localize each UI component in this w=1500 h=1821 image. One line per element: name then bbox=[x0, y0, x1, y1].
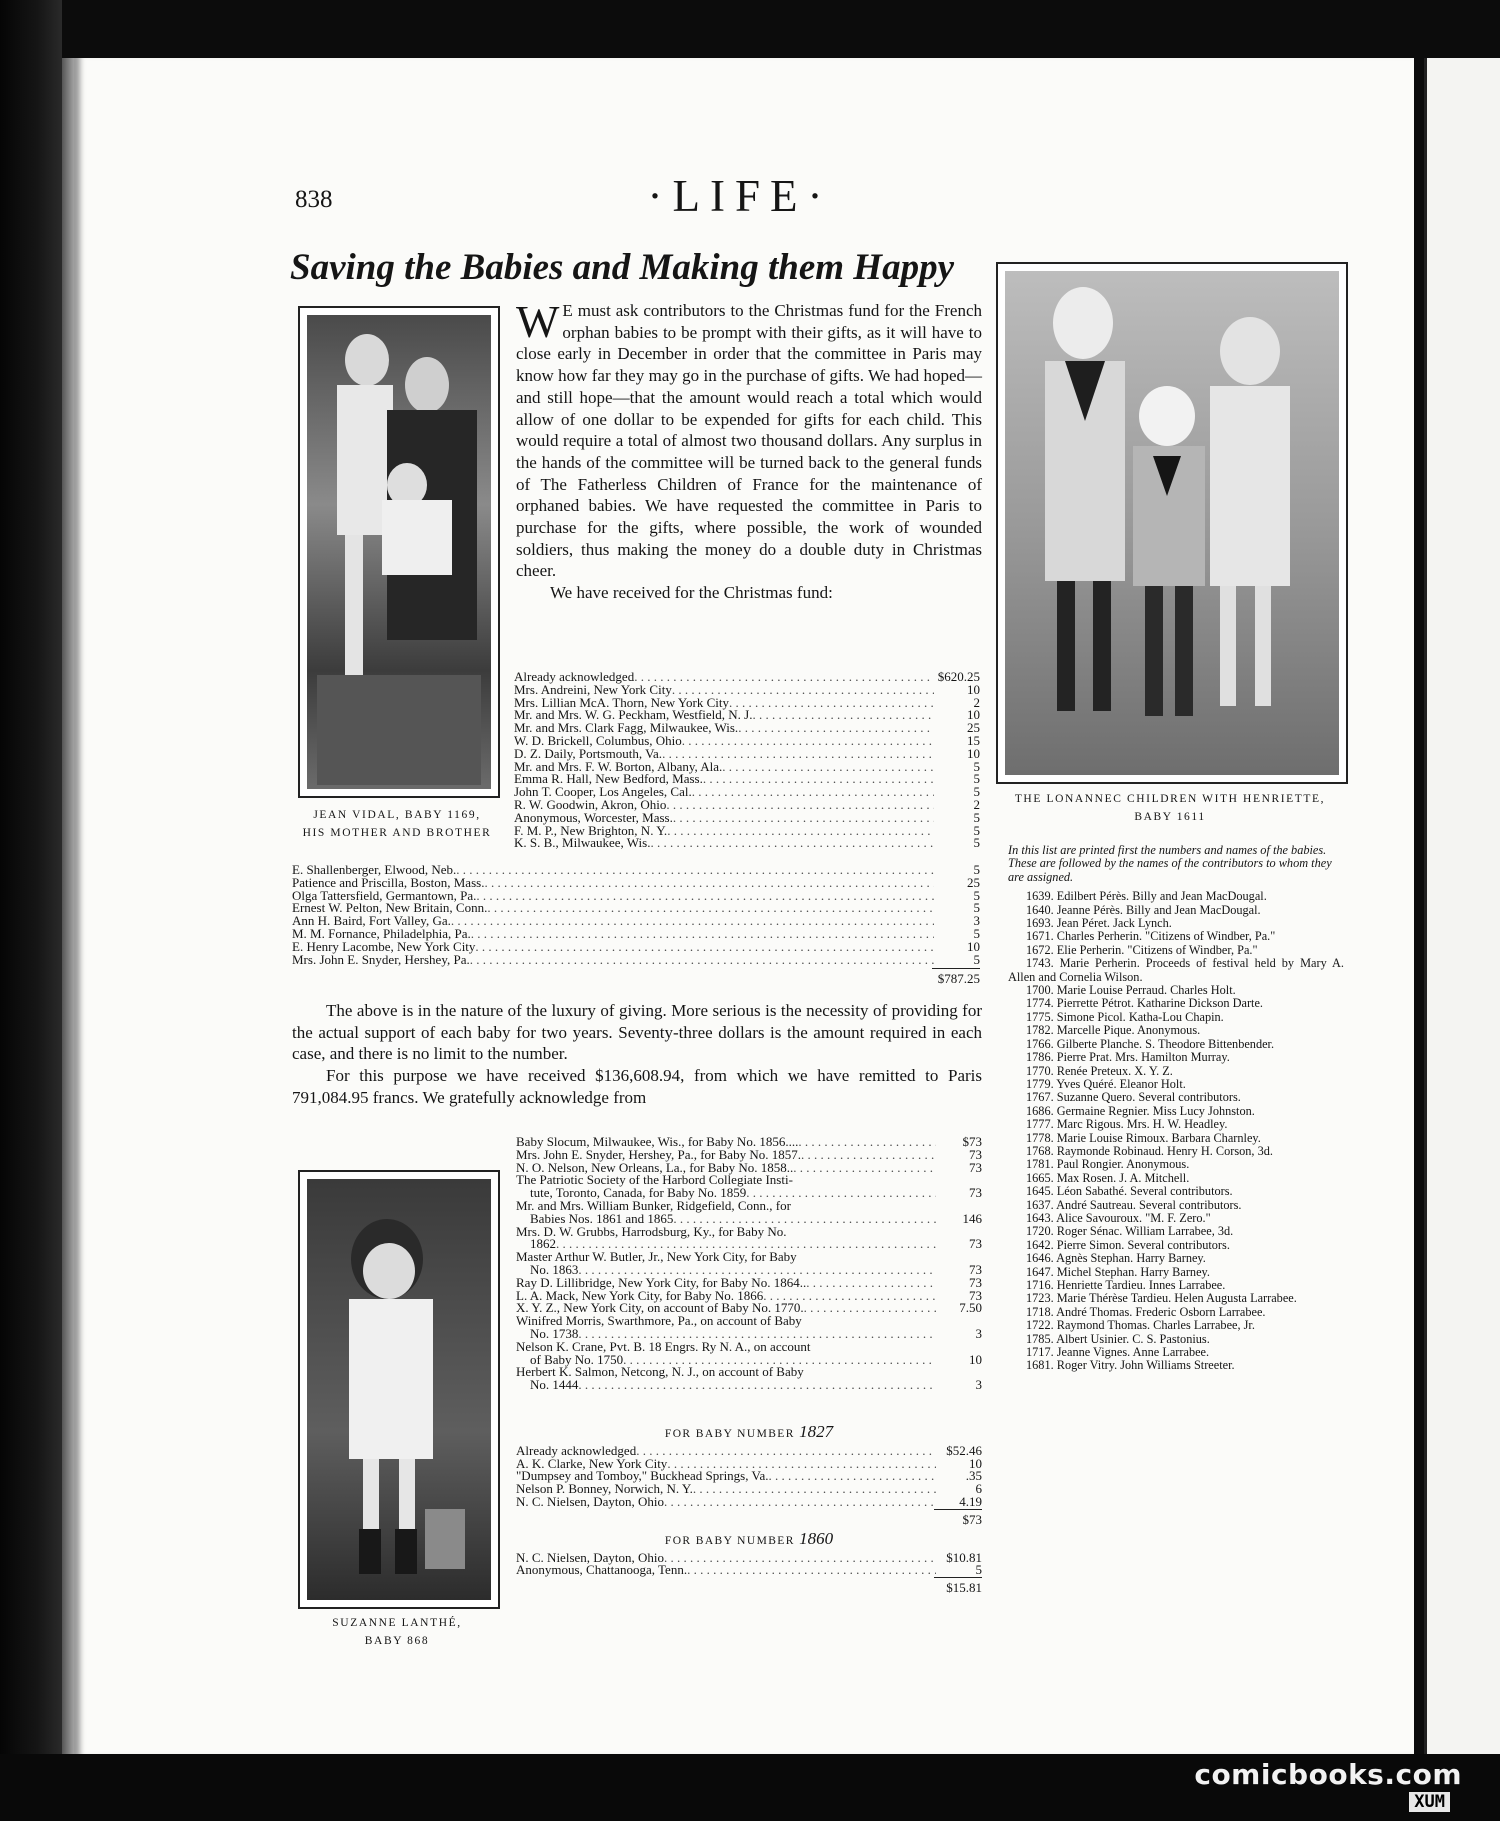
leader-dots bbox=[470, 954, 934, 967]
photo-figures-vidal bbox=[307, 315, 491, 789]
list-item-amount: 25 bbox=[967, 720, 980, 736]
support-fund-list bbox=[516, 1136, 982, 1392]
list-item-amount: 10 bbox=[969, 1455, 982, 1471]
assignment-entry: 1642. Pierre Simon. Several contributors. bbox=[1026, 1237, 1230, 1252]
leader-dots bbox=[693, 1483, 936, 1496]
list-item-name: D. Z. Daily, Portsmouth, Va. bbox=[514, 745, 663, 761]
assignment-entry: 1718. André Thomas. Frederic Osborn Larrabee. bbox=[1026, 1304, 1266, 1319]
list-item-amount: 5 bbox=[973, 925, 980, 941]
list-item-name: John T. Cooper, Los Angeles, Cal. bbox=[514, 784, 692, 800]
assignment-entry: 1777. Marc Rigous. Mrs. H. W. Headley. bbox=[1026, 1117, 1228, 1132]
list-item-amount: 5 bbox=[973, 784, 980, 800]
list-item-amount: 15 bbox=[967, 732, 980, 748]
list-item-name: tute, Toronto, Canada, for Baby No. 1859 bbox=[530, 1185, 747, 1201]
list-item-name: Mrs. John E. Snyder, Hershey, Pa., for Baby No. 1857. bbox=[516, 1146, 801, 1162]
list-item-name: Ann H. Baird, Fort Valley, Ga. bbox=[292, 913, 451, 929]
list-item-name: Mrs. John E. Snyder, Hershey, Pa. bbox=[292, 951, 470, 967]
para-received: For this purpose we have received $136,608.94, from which we have remitted to Paris 791,084.95 francs. We gratefully acknowledge from bbox=[292, 1066, 982, 1107]
list-item-name: N. C. Nielsen, Dayton, Ohio bbox=[516, 1493, 665, 1509]
drop-cap: W bbox=[516, 296, 560, 347]
list-item-amount: 10 bbox=[967, 745, 980, 761]
list-item-name: E. Shallenberger, Elwood, Neb. bbox=[292, 862, 457, 877]
list-item-name: The Patriotic Society of the Harbord Collegiate Insti- bbox=[516, 1172, 793, 1188]
assignment-entry: 1785. Albert Usinier. C. S. Pastonius. bbox=[1026, 1331, 1210, 1346]
assignment-entry: 1716. Henriette Tardieu. Innes Larrabee. bbox=[1026, 1278, 1226, 1292]
list-item-amount: 3 bbox=[975, 1377, 982, 1393]
assignments-column bbox=[1008, 844, 1344, 1373]
list-item-name: Mr. and Mrs. William Bunker, Ridgefield, Conn., for bbox=[516, 1197, 791, 1213]
baby-1827-number: 1827 bbox=[799, 1422, 834, 1441]
list-item bbox=[516, 1493, 982, 1509]
list-item-amount: 5 bbox=[973, 809, 980, 825]
list-item-amount: 2 bbox=[973, 796, 980, 812]
leader-dots bbox=[634, 671, 934, 684]
list-item-amount: 73 bbox=[969, 1274, 982, 1290]
list-item-name: Mr. and Mrs. Clark Fagg, Milwaukee, Wis. bbox=[514, 720, 739, 736]
caption-vidal-line2: HIS MOTHER AND BROTHER bbox=[302, 827, 492, 839]
list-item-name: K. S. B., Milwaukee, Wis. bbox=[514, 835, 651, 851]
assignment-entry: 1717. Jeanne Vignes. Anne Larrabee. bbox=[1026, 1345, 1210, 1360]
headline: Saving the Babies and Making them Happy bbox=[290, 247, 955, 288]
list-item-name: Mr. and Mrs. W. G. Peckham, Westfield, N. J. bbox=[514, 707, 753, 723]
list-item-amount: 5 bbox=[973, 758, 980, 774]
assignment-entry: 1686. Germaine Regnier. Miss Lucy Johnston. bbox=[1026, 1103, 1255, 1118]
list-item-amount: 7.50 bbox=[959, 1300, 982, 1316]
baby-1860-number: 1860 bbox=[799, 1528, 834, 1548]
caption-lonannec-line2: BABY 1611 bbox=[1134, 811, 1206, 823]
baby-1827-rows bbox=[516, 1442, 982, 1509]
leader-dots bbox=[664, 1496, 936, 1509]
list-item-name: Mr. and Mrs. F. W. Borton, Albany, Ala. bbox=[514, 758, 723, 774]
assignment-entry: 1647. Michel Stephan. Harry Barney. bbox=[1026, 1264, 1210, 1279]
list-item-amount: 3 bbox=[973, 913, 980, 929]
christmas-total: $787.25 bbox=[932, 968, 980, 986]
list-item-amount: 73 bbox=[969, 1287, 982, 1303]
photo-figures-lonannec bbox=[1005, 271, 1339, 775]
list-item-name: M. M. Fornance, Philadelphia, Pa. bbox=[292, 925, 471, 941]
list-item-amount: $73 bbox=[962, 1134, 982, 1149]
leader-dots bbox=[476, 890, 934, 903]
baby-1860-rows bbox=[516, 1549, 982, 1578]
list-item-name: Anonymous, Chattanooga, Tenn. bbox=[516, 1562, 688, 1578]
list-item-amount: 73 bbox=[969, 1159, 982, 1175]
list-item-name: Olga Tattersfield, Germantown, Pa. bbox=[292, 887, 477, 903]
christmas-fund-list-wide bbox=[292, 864, 980, 966]
assignment-entry: 1722. Raymond Thomas. Charles Larrabee, Jr. bbox=[1026, 1318, 1255, 1333]
leader-dots bbox=[667, 825, 934, 838]
list-item bbox=[516, 1223, 982, 1239]
list-item-amount: 25 bbox=[967, 874, 980, 890]
list-item-name: W. D. Brickell, Columbus, Ohio bbox=[514, 732, 682, 748]
baby-1827-heading bbox=[516, 1422, 982, 1441]
list-item-name: Patience and Priscilla, Boston, Mass. bbox=[292, 874, 485, 890]
photo-jean-vidal bbox=[298, 306, 500, 798]
list-item-name: E. Henry Lacombe, New York City bbox=[292, 938, 476, 954]
baby-1860-heading-prefix: FOR BABY NUMBER bbox=[664, 1534, 795, 1547]
leader-dots bbox=[666, 799, 934, 812]
support-paragraphs bbox=[292, 1000, 982, 1109]
list-item-name: N. C. Nielsen, Dayton, Ohio bbox=[516, 1549, 665, 1565]
list-item-name: Mrs. Andreini, New York City bbox=[514, 681, 672, 697]
assignment-entry: 1774. Pierrette Pétrot. Katharine Dickson Darte. bbox=[1026, 996, 1263, 1011]
list-item-name: Winifred Morris, Swarthmore, Pa., on account of Baby bbox=[516, 1313, 802, 1329]
list-item-amount: 73 bbox=[969, 1236, 982, 1252]
assignment-entry: 1645. Léon Sabathé. Several contributors. bbox=[1026, 1184, 1233, 1199]
list-item-name: Already acknowledged bbox=[516, 1442, 637, 1458]
list-item-amount: 4.19 bbox=[959, 1493, 982, 1509]
assignment-entry: 1786. Pierre Prat. Mrs. Hamilton Murray. bbox=[1026, 1050, 1230, 1065]
list-item-amount: 3 bbox=[975, 1325, 982, 1341]
list-item-amount: 5 bbox=[973, 835, 980, 851]
assignment-entry: 1781. Paul Rongier. Anonymous. bbox=[1026, 1157, 1190, 1172]
list-item-amount: $52.46 bbox=[946, 1442, 982, 1458]
leader-dots bbox=[793, 1162, 936, 1175]
leader-dots bbox=[682, 735, 934, 748]
list-item-amount: 73 bbox=[969, 1146, 982, 1162]
leader-dots bbox=[578, 1379, 936, 1392]
assignment-entry: 1671. Charles Perherin. "Citizens of Windber, Pa." bbox=[1026, 929, 1276, 944]
list-item bbox=[516, 1366, 982, 1379]
leader-dots bbox=[806, 1277, 936, 1290]
list-item-amount: 5 bbox=[973, 887, 980, 903]
leader-dots bbox=[475, 941, 934, 954]
list-item-name: of Baby No. 1750 bbox=[530, 1351, 624, 1367]
leader-dots bbox=[687, 1564, 936, 1577]
assignment-entry: 1665. Max Rosen. J. A. Mitchell. bbox=[1026, 1170, 1190, 1185]
assignment-entry: 1723. Marie Thérèse Tardieu. Helen Augusta Larrabee. bbox=[1026, 1291, 1297, 1306]
list-item-name: Baby Slocum, Milwaukee, Wis., for Baby No. 1856.... bbox=[516, 1134, 799, 1149]
list-item bbox=[292, 951, 980, 967]
list-item-name: Ernest W. Pelton, New Britain, Conn. bbox=[292, 900, 488, 916]
assignment-entry: 1766. Gilberte Planche. S. Theodore Bittenbender. bbox=[1026, 1036, 1275, 1051]
baby-1827-heading-prefix: FOR BABY NUMBER bbox=[664, 1428, 795, 1440]
assignment-entry: 1779. Yves Quéré. Eleanor Holt. bbox=[1026, 1076, 1186, 1091]
list-item-name: Nelson K. Crane, Pvt. B. 18 Engrs. Ry N. A., on account bbox=[516, 1338, 811, 1354]
assignment-entry: 1693. Jean Péret. Jack Lynch. bbox=[1026, 916, 1172, 931]
list-item-name: Mrs. Lillian McA. Thorn, New York City bbox=[514, 694, 729, 710]
list-item-amount: 10 bbox=[967, 681, 980, 697]
list-item-name: Already acknowledged bbox=[514, 669, 635, 684]
list-item-name: N. O. Nelson, New Orleans, La., for Baby No. 1858.. bbox=[516, 1159, 794, 1175]
assignment-entry: 1768. Raymonde Robinaud. Henry H. Corson, 3d. bbox=[1026, 1143, 1273, 1158]
assignment-entry: 1640. Jeanne Pérès. Billy and Jean MacDougal. bbox=[1026, 902, 1261, 917]
watermark-tag: XUM bbox=[1409, 1792, 1450, 1812]
photo-suzanne-lanthe bbox=[298, 1170, 500, 1609]
baby-1860-total: $15.81 bbox=[934, 1577, 982, 1595]
list-item-amount: $620.25 bbox=[937, 669, 980, 684]
list-item-name: F. M. P., New Brighton, N. Y. bbox=[514, 822, 668, 838]
leader-dots bbox=[738, 722, 934, 735]
watermark: comicbooks.com bbox=[1194, 1758, 1462, 1791]
caption-lanthe-line2: BABY 868 bbox=[364, 1635, 430, 1647]
intro-text: E must ask contributors to the Christmas fund for the French orphan babies to be prompt with their gifts, as it will have to close early in December in order that the committee in Paris may know how far they may go in the purchase of gifts. We had hoped—and still hope—that the amount would reach a total which would allow of one dollar to be expended for gifts for each child. This would require a total of almost two thousand dollars. Any surplus in the hands of the committee will be turned back to the general funds of The Fatherless Children of France for the maintenance of orphaned babies. We have requested the committee in Paris to purchase for the gifts, where possible, the work of wounded soldiers, thus making the money do a double duty in Christmas cheer. bbox=[516, 301, 982, 581]
leader-dots bbox=[456, 864, 934, 877]
photo-lonannec-children bbox=[996, 262, 1348, 784]
photo-figure-lanthe bbox=[307, 1179, 491, 1600]
list-item-name: Master Arthur W. Butler, Jr., New York City, for Baby bbox=[516, 1249, 797, 1265]
list-item-amount: $10.81 bbox=[946, 1549, 982, 1565]
list-item-amount: 10 bbox=[967, 938, 980, 954]
leader-dots bbox=[451, 915, 934, 928]
list-item-amount: 5 bbox=[973, 822, 980, 838]
assignment-entry: 1639. Edilbert Pérès. Billy and Jean MacDougal. bbox=[1026, 889, 1267, 904]
list-item-amount: 6 bbox=[975, 1481, 982, 1497]
assignment-entry: 1700. Marie Louise Perraud. Charles Holt. bbox=[1026, 983, 1236, 998]
leader-dots bbox=[804, 1302, 936, 1315]
baby-1860-heading bbox=[516, 1528, 982, 1548]
assignment-entry: 1743. Marie Perherin. Proceeds of festival held by Mary A. Allen and Cornelia Wilson. bbox=[1008, 956, 1344, 984]
list-item-name: Mrs. D. W. Grubbs, Harrodsburg, Ky., for Baby No. bbox=[516, 1223, 787, 1239]
list-item-amount: 5 bbox=[973, 900, 980, 916]
assignment-entry: 1767. Suzanne Quero. Several contributors. bbox=[1026, 1090, 1241, 1105]
assignment-entry: 1775. Simone Picol. Katha-Lou Chapin. bbox=[1026, 1009, 1224, 1024]
list-item bbox=[516, 1315, 982, 1328]
list-item-amount: 5 bbox=[973, 862, 980, 877]
caption-vidal-line1: JEAN VIDAL, BABY 1169, bbox=[313, 809, 481, 821]
list-item-amount: 10 bbox=[969, 1351, 982, 1367]
assignment-entry: 1681. Roger Vitry. John Williams Streeter. bbox=[1026, 1358, 1235, 1373]
list-item-name: Herbert K. Salmon, Netcong, N. J., on account of Baby bbox=[516, 1364, 804, 1380]
list-item-name: Anonymous, Worcester, Mass. bbox=[514, 809, 673, 825]
christmas-total-block bbox=[292, 968, 980, 986]
leader-dots bbox=[722, 761, 934, 774]
leader-dots bbox=[673, 812, 934, 825]
caption-lanthe bbox=[282, 1614, 512, 1650]
list-item bbox=[514, 837, 980, 850]
list-item bbox=[516, 1564, 982, 1577]
list-item bbox=[516, 1379, 982, 1392]
list-item-amount: 2 bbox=[973, 694, 980, 710]
leader-dots bbox=[801, 1149, 936, 1162]
leader-dots bbox=[798, 1136, 936, 1149]
intro-paragraph bbox=[516, 296, 982, 604]
list-item-amount: 73 bbox=[969, 1261, 982, 1277]
list-item-name: R. W. Goodwin, Akron, Ohio bbox=[514, 796, 667, 812]
leader-dots bbox=[729, 697, 934, 710]
list-item-name: Nelson P. Bonney, Norwich, N. Y. bbox=[516, 1481, 693, 1497]
caption-lonannec-line1: THE LONANNEC CHILDREN WITH HENRIETTE, bbox=[1014, 793, 1326, 805]
list-item bbox=[516, 1251, 982, 1264]
list-item-amount: 146 bbox=[962, 1210, 982, 1226]
adjacent-page-edge bbox=[1424, 58, 1500, 1754]
baby-1827-total: $73 bbox=[934, 1509, 982, 1527]
leader-dots bbox=[664, 1552, 936, 1565]
list-item-name: 1862 bbox=[530, 1236, 556, 1252]
list-item-amount: 73 bbox=[969, 1185, 982, 1201]
assignments-list bbox=[1008, 890, 1344, 1373]
list-item-name: A. K. Clarke, New York City bbox=[516, 1455, 668, 1471]
leader-dots bbox=[752, 709, 934, 722]
assignment-entry: 1643. Alice Savouroux. "M. F. Zero." bbox=[1026, 1210, 1211, 1225]
caption-vidal bbox=[282, 806, 512, 842]
list-item-name: No. 1444 bbox=[530, 1377, 579, 1393]
leader-dots bbox=[768, 1470, 936, 1483]
received-line: We have received for the Christmas fund: bbox=[550, 583, 833, 603]
list-item-name: Ray D. Lillibridge, New York City, for Baby No. 1864.. bbox=[516, 1274, 807, 1290]
christmas-fund-list bbox=[514, 671, 980, 850]
leader-dots bbox=[487, 902, 934, 915]
leader-dots bbox=[692, 786, 934, 799]
leader-dots bbox=[484, 877, 934, 890]
masthead: ·LIFE· bbox=[647, 171, 833, 221]
list-item-amount: 5 bbox=[975, 1562, 982, 1578]
baby-1827-block bbox=[516, 1420, 982, 1595]
assignments-note: In this list are printed first the numbers and names of the babies. These are followed by the names of the contributors to whom they are assigned. bbox=[1008, 843, 1332, 884]
assignment-entry: 1637. André Sautreau. Several contributors. bbox=[1026, 1197, 1242, 1212]
leader-dots bbox=[471, 928, 934, 941]
assignment-entry: 1778. Marie Louise Rimoux. Barbara Charnley. bbox=[1026, 1130, 1261, 1145]
list-item-name: X. Y. Z., New York City, on account of Baby No. 1770. bbox=[516, 1300, 804, 1316]
para-luxury: The above is in the nature of the luxury of giving. More serious is the necessity of providing for the actual support of each baby for two years. Seventy-three dollars is the amount required in each case, and there is no limit to the number. bbox=[292, 1001, 982, 1064]
list-item-amount: 10 bbox=[967, 707, 980, 723]
caption-lonannec bbox=[984, 790, 1356, 826]
list-item-name: No. 1863 bbox=[530, 1261, 579, 1277]
list-item-amount: .35 bbox=[965, 1468, 982, 1484]
list-item-name: L. A. Mack, New York City, for Baby No. 1866 bbox=[516, 1287, 764, 1303]
leader-dots bbox=[703, 773, 934, 786]
list-item-name: Emma R. Hall, New Bedford, Mass. bbox=[514, 771, 703, 787]
assignment-entry: 1646. Agnès Stephan. Harry Barney. bbox=[1026, 1251, 1206, 1266]
list-item-name: No. 1738 bbox=[530, 1325, 579, 1341]
assignment-entry: 1720. Roger Sénac. William Larrabee, 3d. bbox=[1026, 1224, 1234, 1239]
caption-lanthe-line1: SUZANNE LANTHÉ, bbox=[332, 1617, 462, 1629]
assignment-entry: 1672. Elie Perherin. "Citizens of Windber, Pa." bbox=[1026, 942, 1258, 957]
page-number: 838 bbox=[295, 186, 333, 213]
list-item-name: Babies Nos. 1861 and 1865 bbox=[530, 1210, 674, 1226]
leader-dots bbox=[636, 1445, 936, 1458]
list-item-name: "Dumpsey and Tomboy," Buckhead Springs, Va. bbox=[516, 1468, 769, 1484]
scan-border-left bbox=[0, 0, 62, 1821]
list-item-amount: 5 bbox=[973, 951, 980, 967]
assignment-entry: 1782. Marcelle Pique. Anonymous. bbox=[1026, 1023, 1201, 1038]
leader-dots bbox=[650, 837, 934, 850]
assignment-entry: 1770. Renée Preteux. X. Y. Z. bbox=[1026, 1063, 1173, 1078]
list-item-amount: 5 bbox=[973, 771, 980, 787]
